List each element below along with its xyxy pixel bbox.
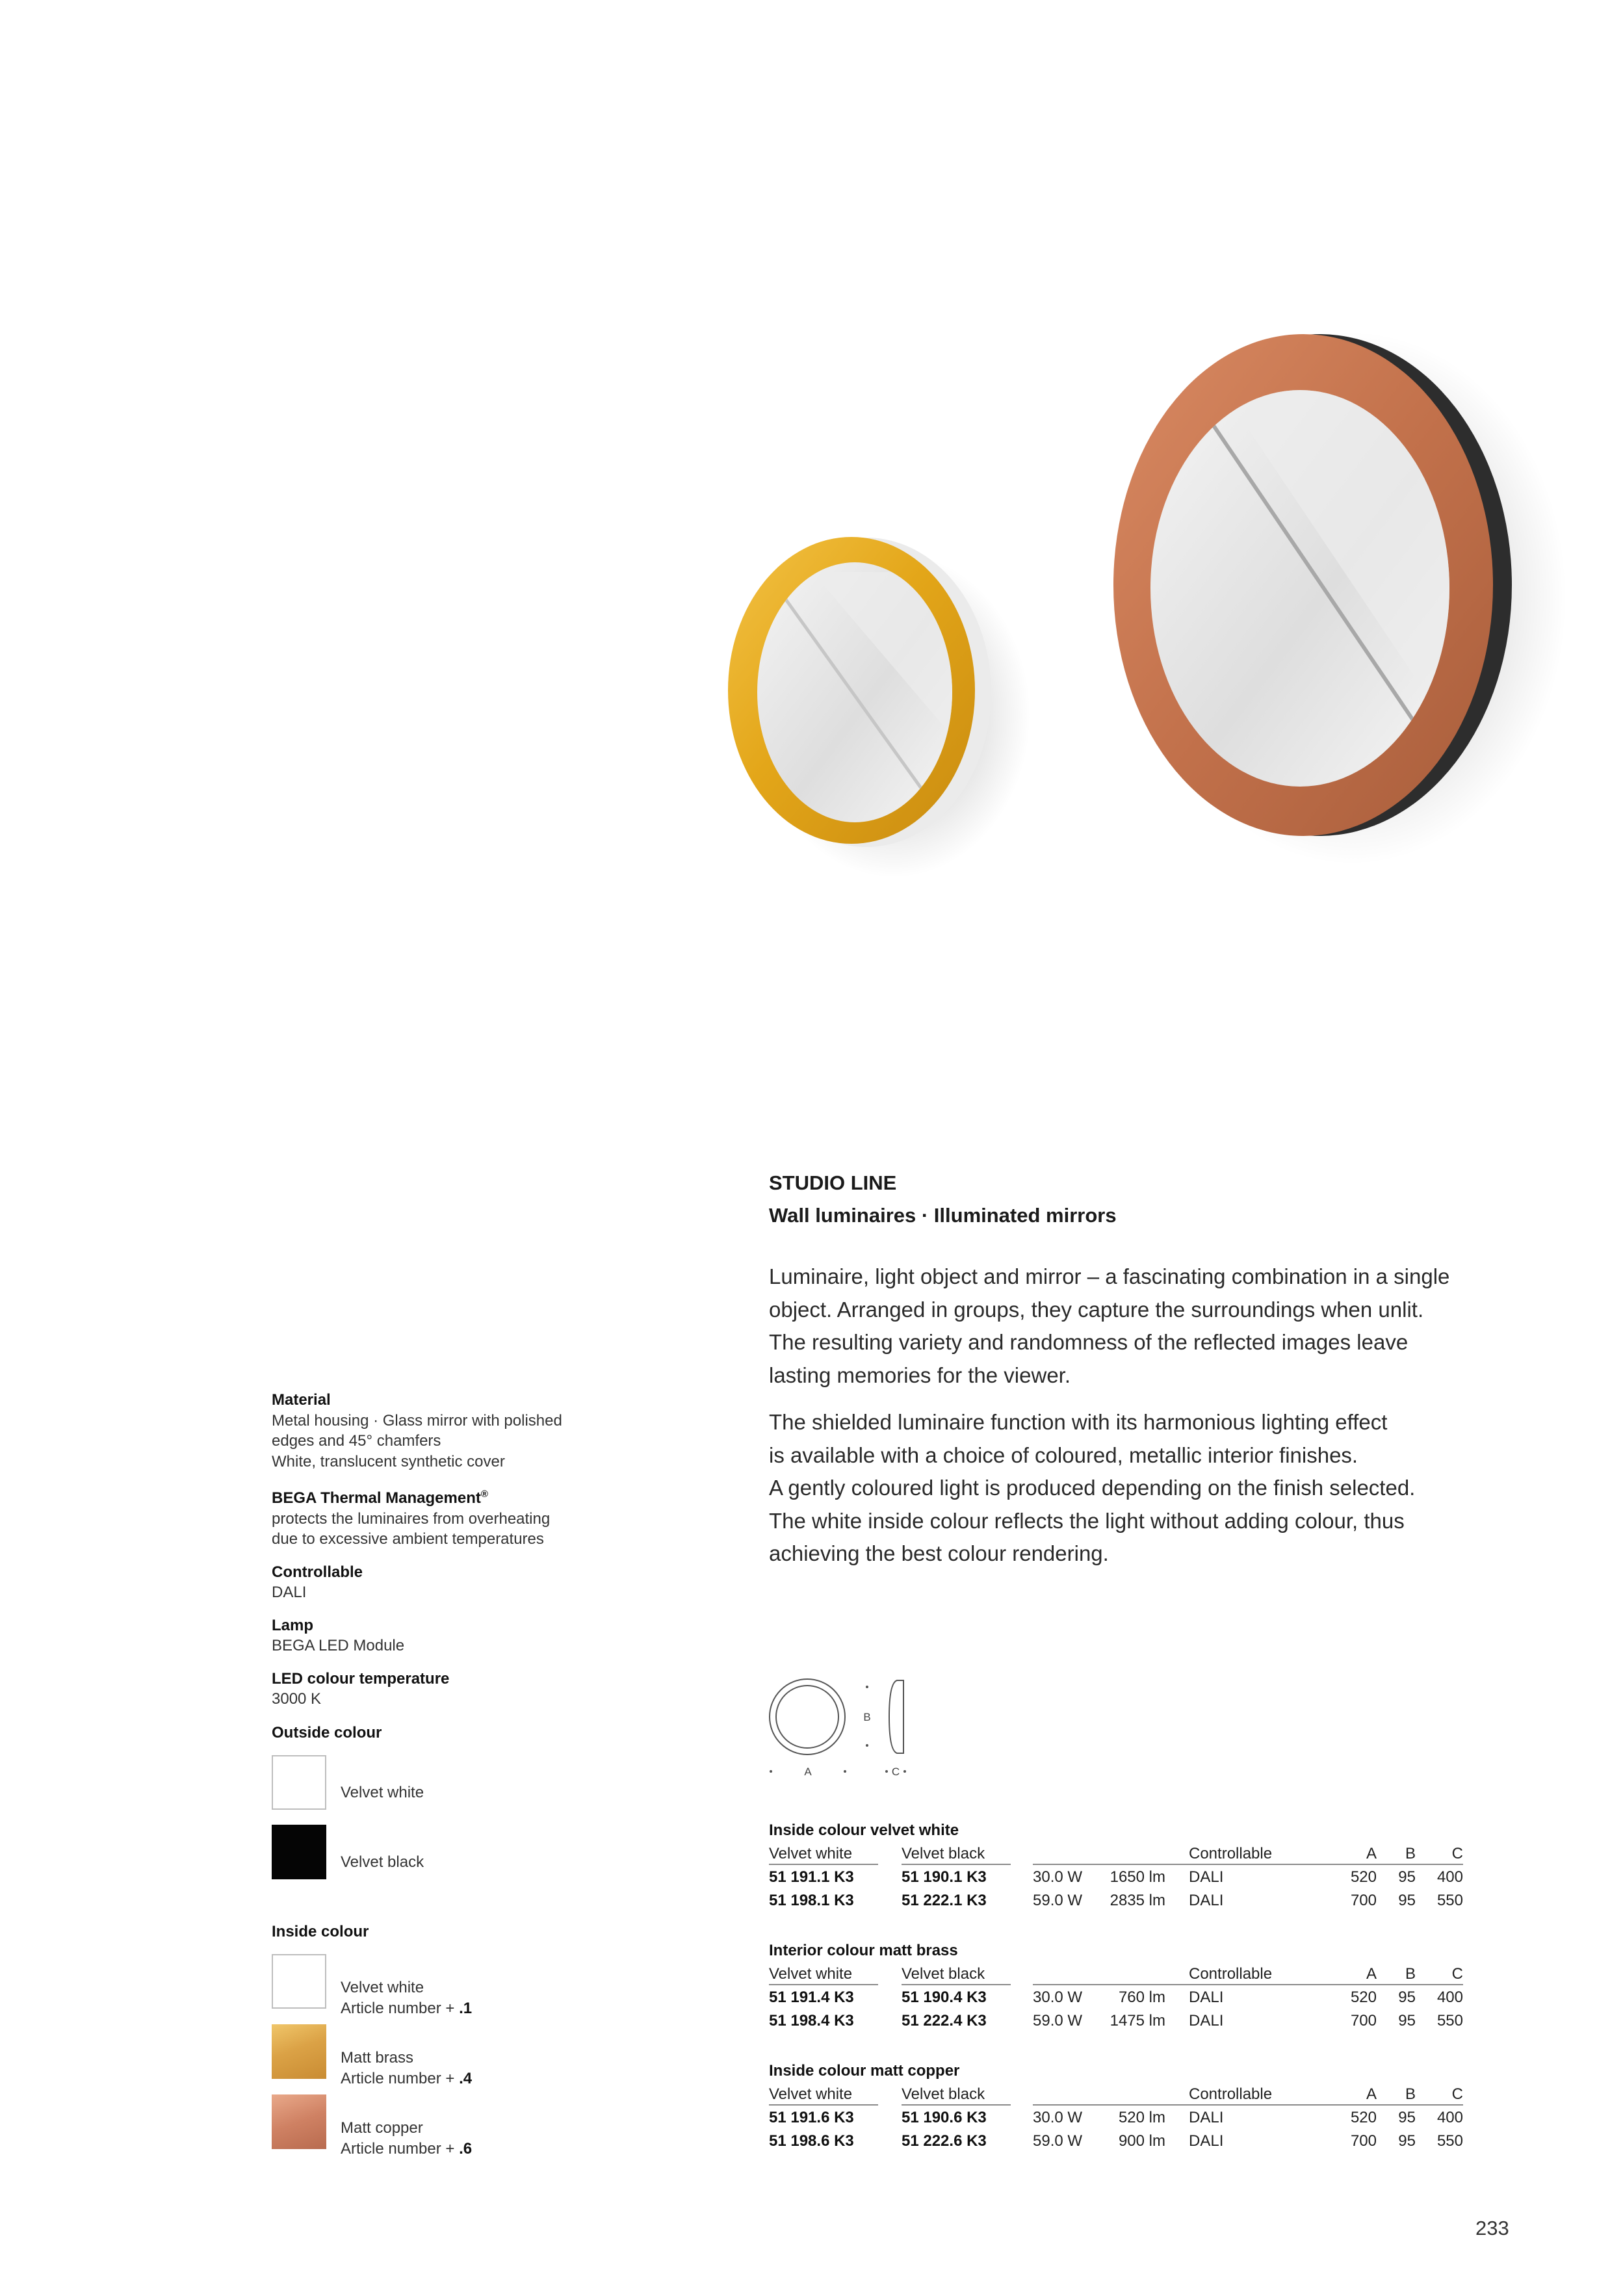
- header-underline: [769, 1984, 878, 1985]
- swatch-name: Matt copper: [341, 2119, 423, 2137]
- header-underline: [769, 1864, 878, 1865]
- column-header: C: [1451, 1845, 1463, 1862]
- column-header: Velvet black: [902, 1965, 985, 1983]
- table-row: [769, 2009, 1463, 2033]
- dim-a: 520: [1350, 1868, 1377, 1886]
- product-category: Wall luminaires · Illuminated mirrors: [769, 1204, 1117, 1227]
- dim-c: 400: [1436, 1868, 1463, 1886]
- spec-controllable: [272, 1562, 610, 1603]
- swatch-label: Velvet black: [341, 1853, 424, 1871]
- product-heading: [769, 1167, 1117, 1232]
- velvet-white-swatch: [272, 1954, 326, 2009]
- dim-b: 95: [1398, 1892, 1416, 1909]
- text-line: The resulting variety and randomness of the reflected images leave: [769, 1330, 1409, 1354]
- header-underline: [902, 2104, 1011, 2106]
- spec-list: [272, 1390, 610, 1722]
- registered-mark: ®: [480, 1489, 488, 1500]
- swatch-label: [341, 1977, 472, 2019]
- control-type: DALI: [1189, 2132, 1224, 2150]
- column-header: Controllable: [1189, 1965, 1273, 1983]
- article-prefix: Article number +: [341, 2140, 460, 2158]
- variant-table: [769, 1819, 1463, 1912]
- article-number-white: 51 198.6 K3: [769, 2132, 854, 2150]
- column-header: A: [1366, 1845, 1377, 1862]
- luminous-flux: 1475 lm: [1110, 2012, 1165, 2029]
- variant-table: [769, 1939, 1463, 2033]
- article-number-white: 51 198.4 K3: [769, 2012, 854, 2029]
- spec-colour-temperature: [272, 1669, 610, 1710]
- article-suffix: .1: [459, 2000, 473, 2017]
- spec-value: due to excessive ambient temperatures: [272, 1530, 544, 1548]
- dimension-drawing: [767, 1674, 916, 1784]
- table-row: [769, 2130, 1463, 2153]
- wattage: 59.0 W: [1033, 2012, 1083, 2029]
- dim-b: 95: [1398, 2012, 1416, 2029]
- luminous-flux: 760 lm: [1118, 1989, 1165, 2006]
- header-underline: [902, 1864, 1011, 1865]
- column-header: B: [1405, 1845, 1416, 1862]
- article-number-white: 51 198.1 K3: [769, 1892, 854, 1909]
- spec-value: protects the luminaires from overheating: [272, 1509, 551, 1528]
- spec-value: Metal housing · Glass mirror with polished: [272, 1411, 562, 1429]
- article-number-black: 51 222.1 K3: [902, 1892, 987, 1909]
- dim-c: 400: [1436, 2109, 1463, 2126]
- column-header: Controllable: [1189, 2085, 1273, 2103]
- spec-label: LED colour temperature: [272, 1669, 450, 1688]
- dim-a: 700: [1350, 2132, 1377, 2150]
- swatch-label: [341, 2118, 472, 2159]
- luminous-flux: 520 lm: [1118, 2109, 1165, 2126]
- table-header: [769, 1842, 1463, 1866]
- column-header: Velvet black: [902, 2085, 985, 2103]
- text-line: achieving the best colour rendering.: [769, 1541, 1109, 1565]
- dim-b: 95: [1398, 1868, 1416, 1886]
- control-type: DALI: [1189, 2012, 1224, 2029]
- column-header: B: [1405, 2085, 1416, 2103]
- header-underline: [769, 2104, 878, 2106]
- control-type: DALI: [1189, 1989, 1224, 2006]
- column-header: Controllable: [1189, 1845, 1273, 1862]
- text-line: object. Arranged in groups, they capture the surroundings when unlit.: [769, 1297, 1424, 1322]
- article-number-white: 51 191.6 K3: [769, 2109, 854, 2126]
- article-number-black: 51 222.4 K3: [902, 2012, 987, 2029]
- dimension-label-a: A: [804, 1766, 812, 1778]
- control-type: DALI: [1189, 2109, 1224, 2126]
- table-row: [769, 1889, 1463, 1912]
- table-caption: Inside colour matt copper: [769, 2062, 960, 2080]
- copper-mirror-luminaire: [1113, 332, 1566, 865]
- spec-label: [272, 1484, 610, 1509]
- text-line: The shielded luminaire function with its harmonious lighting effect: [769, 1410, 1388, 1434]
- text-line: lasting memories for the viewer.: [769, 1363, 1071, 1387]
- luminous-flux: 900 lm: [1118, 2132, 1165, 2150]
- wattage: 30.0 W: [1033, 1868, 1083, 1886]
- column-header: Velvet black: [902, 1845, 985, 1862]
- page-number: 233: [1475, 2217, 1509, 2239]
- intro-text: [769, 1260, 1516, 1571]
- text-line: The white inside colour reflects the light without adding colour, thus: [769, 1508, 1405, 1533]
- article-number-black: 51 190.4 K3: [902, 1989, 987, 2006]
- variant-table: [769, 2059, 1463, 2153]
- text-line: is available with a choice of coloured, metallic interior finishes.: [769, 1442, 1358, 1467]
- intro-paragraph-2: [769, 1406, 1516, 1571]
- velvet-white-swatch: [272, 1755, 326, 1810]
- text-line: Luminaire, light object and mirror – a fascinating combination in a single: [769, 1264, 1450, 1288]
- article-number-white: 51 191.1 K3: [769, 1868, 854, 1886]
- wattage: 59.0 W: [1033, 1892, 1083, 1909]
- spec-material: [272, 1390, 610, 1472]
- dim-b: 95: [1398, 2132, 1416, 2150]
- dim-b: 95: [1398, 2109, 1416, 2126]
- column-header: Velvet white: [769, 1965, 853, 1983]
- column-header: C: [1451, 2085, 1463, 2103]
- table-caption: Interior colour matt brass: [769, 1942, 958, 1959]
- outside-colour-heading: Outside colour: [272, 1724, 382, 1742]
- swatch-name: Matt brass: [341, 2049, 414, 2067]
- series-name: STUDIO LINE: [769, 1171, 897, 1194]
- matt-copper-swatch: [272, 2094, 326, 2149]
- dim-c: 550: [1436, 2012, 1463, 2029]
- table-caption: Inside colour velvet white: [769, 1821, 959, 1839]
- article-number-black: 51 190.1 K3: [902, 1868, 987, 1886]
- column-header: A: [1366, 1965, 1377, 1983]
- spec-label: Controllable: [272, 1563, 363, 1581]
- table-row: [769, 1986, 1463, 2009]
- spec-value: BEGA LED Module: [272, 1637, 405, 1654]
- spec-thermal: [272, 1484, 610, 1550]
- swatch-label: Velvet white: [341, 1784, 424, 1801]
- article-number-black: 51 190.6 K3: [902, 2109, 987, 2126]
- dim-c: 550: [1436, 2132, 1463, 2150]
- table-header: [769, 2083, 1463, 2106]
- table-row: [769, 2106, 1463, 2130]
- column-header: C: [1451, 1965, 1463, 1983]
- inside-colour-heading: Inside colour: [272, 1923, 369, 1940]
- swatch-label: [341, 2048, 472, 2089]
- dim-a: 700: [1350, 2012, 1377, 2029]
- dim-b: 95: [1398, 1989, 1416, 2006]
- spec-lamp: [272, 1615, 610, 1656]
- intro-paragraph-1: [769, 1260, 1516, 1392]
- dim-c: 400: [1436, 1989, 1463, 2006]
- spec-label: Material: [272, 1391, 331, 1409]
- thermal-label: BEGA Thermal Management: [272, 1489, 481, 1507]
- table-header: [769, 1963, 1463, 1986]
- spec-value: 3000 K: [272, 1690, 322, 1708]
- header-underline: [1033, 2104, 1463, 2106]
- wattage: 59.0 W: [1033, 2132, 1083, 2150]
- column-header: A: [1366, 2085, 1377, 2103]
- dimension-label-c: C: [891, 1766, 900, 1778]
- header-underline: [1033, 1984, 1463, 1985]
- spec-value: DALI: [272, 1584, 307, 1601]
- dim-a: 700: [1350, 1892, 1377, 1909]
- column-header: Velvet white: [769, 1845, 853, 1862]
- article-suffix: .6: [459, 2140, 473, 2158]
- dim-c: 550: [1436, 1892, 1463, 1909]
- wattage: 30.0 W: [1033, 1989, 1083, 2006]
- column-header: Velvet white: [769, 2085, 853, 2103]
- luminous-flux: 2835 lm: [1110, 1892, 1165, 1909]
- article-prefix: Article number +: [341, 2000, 460, 2017]
- article-prefix: Article number +: [341, 2070, 460, 2087]
- article-number-white: 51 191.4 K3: [769, 1989, 854, 2006]
- header-underline: [902, 1984, 1011, 1985]
- spec-value: White, translucent synthetic cover: [272, 1452, 505, 1470]
- dimension-label-b: B: [863, 1711, 871, 1723]
- brass-mirror-luminaire: [728, 537, 1030, 878]
- wattage: 30.0 W: [1033, 2109, 1083, 2126]
- dim-a: 520: [1350, 1989, 1377, 2006]
- spec-label: Lamp: [272, 1616, 314, 1634]
- text-line: A gently coloured light is produced depending on the finish selected.: [769, 1476, 1416, 1500]
- matt-brass-swatch: [272, 2024, 326, 2079]
- column-header: B: [1405, 1965, 1416, 1983]
- article-number-black: 51 222.6 K3: [902, 2132, 987, 2150]
- control-type: DALI: [1189, 1892, 1224, 1909]
- product-photo-mirrors: [650, 293, 1612, 943]
- swatch-name: Velvet white: [341, 1979, 424, 1996]
- dim-a: 520: [1350, 2109, 1377, 2126]
- velvet-black-swatch: [272, 1825, 326, 1879]
- header-underline: [1033, 1864, 1463, 1865]
- control-type: DALI: [1189, 1868, 1224, 1886]
- luminous-flux: 1650 lm: [1110, 1868, 1165, 1886]
- table-row: [769, 1866, 1463, 1889]
- spec-value: edges and 45° chamfers: [272, 1432, 441, 1450]
- article-suffix: .4: [459, 2070, 473, 2087]
